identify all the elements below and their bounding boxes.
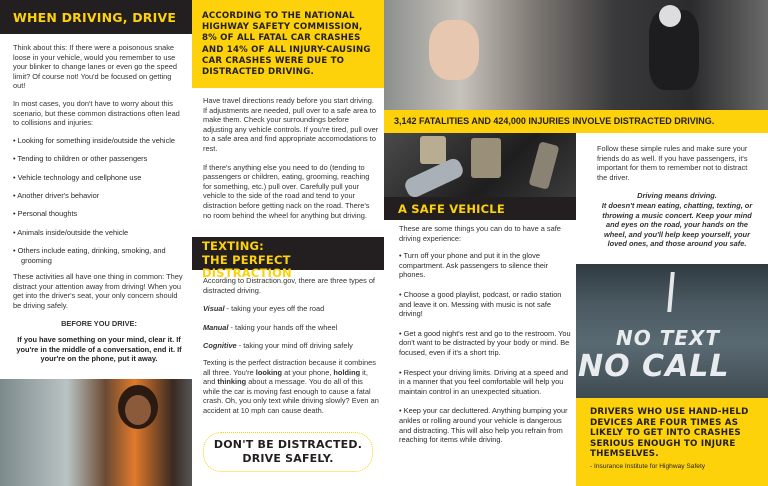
type-manual: Manual - taking your hands off the wheel (203, 322, 338, 332)
list-item: • Keep your car decluttered. Anything bumping your ankles or rolling around your vehicle is dangerous and distracting. This will also help you refrain from reaching for items while driving. (399, 406, 571, 444)
callout-line2: DRIVE SAFELY. (242, 452, 334, 465)
pedals-photo (384, 133, 576, 197)
directions-text: Have travel directions ready before you start driving. If adjustments are needed, pull over to a safe area to make them. Check your surroundings before adjusting any vehicle controls. If you're tired, pull over to a safe area and find appropriate accomodations to rest. (203, 96, 379, 153)
texting-title-line1: TEXTING: (202, 239, 264, 253)
panel1-title: WHEN DRIVING, DRIVE (13, 10, 177, 25)
panel2-stat-box (192, 0, 384, 88)
lead-text: In most cases, you don't have to worry about this scenario, but these common distractions often lead to collisions and injuries: (13, 98, 180, 128)
list-item: • Turn off your phone and put it in the glove compartment. Ask passengers to silence their phones. (399, 251, 571, 280)
panel2-stat: ACCORDING TO THE NATIONAL HIGHWAY SAFETY COMMISSION, 8% OF ALL FATAL CAR CRASHES AND 14% OF ALL INJURY-CAUSING CAR CRASHES WERE DUE TO DISTRACTED DRIVING. (202, 11, 371, 78)
list-item: • Animals inside/outside the vehicle (13, 228, 185, 238)
list-item: • Tending to children or other passengers (13, 154, 185, 164)
texting-explanation: Texting is the perfect distraction because it combines all three. You're looking at your phone, holding it, and thinking about a message. You do all of this while the car is moving fast enough to cause a fatal crash. Oh, you only text while driving slowly? Even an accident at 10 mph can cause death. (203, 357, 379, 415)
type-visual: Visual - taking your eyes off the road (203, 304, 325, 314)
before-text: If you have something on your mind, clear it. If you're in the middle of a conversation, end it. If your're on the phone, put it away. (16, 335, 182, 364)
texting-header (192, 237, 384, 280)
list-item: • Another driver's behavior (13, 191, 185, 201)
list-item: • Respect your driving limits. Driving at a speed and in a manner that you feel comfortable will help you maintain control in an unexpected situation. (399, 368, 571, 397)
handheld-stat: DRIVERS WHO USE HAND-HELD DEVICES ARE FOUR TIMES AS LIKELY TO GET INTO CRASHES SERIOUS ENOUGH TO INJURE THEMSELVES. (590, 407, 749, 459)
callout-line1: DON'T BE DISTRACTED. (213, 438, 363, 451)
panel4-stat-box (576, 398, 768, 486)
banner-text: 3,142 FATALITIES AND 424,000 INJURIES INVOLVE DISTRACTED DRIVING. (394, 116, 715, 126)
no-text-no-call-road-photo (576, 264, 768, 398)
common-text: These activities all have one thing in common: They distract your attention away from driving! When you get into the driver's seat, your only concern should be driving safely. (13, 272, 183, 310)
road-text-no-text: NO TEXT (616, 326, 721, 350)
texting-intro: According to Distraction.gov, there are three types of distracted driving. (203, 276, 375, 295)
safe-vehicle-intro: These are some things you can do to have a safe driving experience: (399, 224, 561, 243)
road-text-no-call: NO CALL (578, 349, 730, 384)
intro-text: Think about this: If there were a poisonous snake loose in your vehicle, would you remember to use your blinker to change lanes or even go the speed limit? Of course not! You'd be focused on getting out! (13, 43, 177, 91)
motto-title: Driving means driving. (637, 191, 717, 201)
safe-vehicle-list (399, 251, 571, 445)
fatalities-banner (384, 110, 768, 133)
child-and-dog-car-photo (384, 0, 768, 110)
list-item: • Get a good night's rest and go to the restroom. You don't want to be distracted by your body or mind. Be focused, even if it's a short trip. (399, 329, 571, 358)
list-item: • Others include eating, drinking, smoking, and grooming (13, 246, 185, 265)
texting-title-line2: THE PERFECT DISTRACTION (202, 252, 292, 280)
pull-over-text: If there's anything else you need to do (tending to passengers or children, eating, grooming, reaching for something, etc.) pull over. Carefully pull your vehicle to the side of the road and tend to your distraction before getting nack on the road. There's no room behind the wheel for anything but driving. (203, 162, 370, 220)
list-item: • Choose a good playlist, podcast, or radio station and leave it on. Messing with music is not safe driving! (399, 290, 571, 319)
safe-vehicle-title: A SAFE VEHICLE (398, 202, 505, 216)
woman-driving-photo (0, 379, 192, 486)
list-item: • Vehicle technology and cellphone use (13, 173, 185, 183)
type-cognitive: Cognitive - taking your mind off driving safely (203, 341, 353, 351)
motto-text: It doesn't mean eating, chatting, texting, or throwing a music concert. Keep your mind and eyes on the road, your hands on the wheel, and you'll help keep yourself, your loved ones, and those around you safe. (601, 200, 753, 249)
distraction-list (13, 136, 185, 266)
rules-intro: Follow these simple rules and make sure your friends do as well. If you have passengers, it's important for them to remember not to distract the driver. (597, 144, 748, 182)
list-item: • Looking for something inside/outside the vehicle (13, 136, 185, 146)
before-title: BEFORE YOU DRIVE: (61, 319, 137, 329)
panel1-header (0, 0, 192, 34)
drive-safely-callout (203, 432, 373, 472)
stat-source: - Insurance Institute for Highway Safety (590, 462, 706, 470)
panel1-body (13, 43, 185, 364)
list-item: • Personal thoughts (13, 209, 185, 219)
safe-vehicle-header (384, 197, 576, 220)
